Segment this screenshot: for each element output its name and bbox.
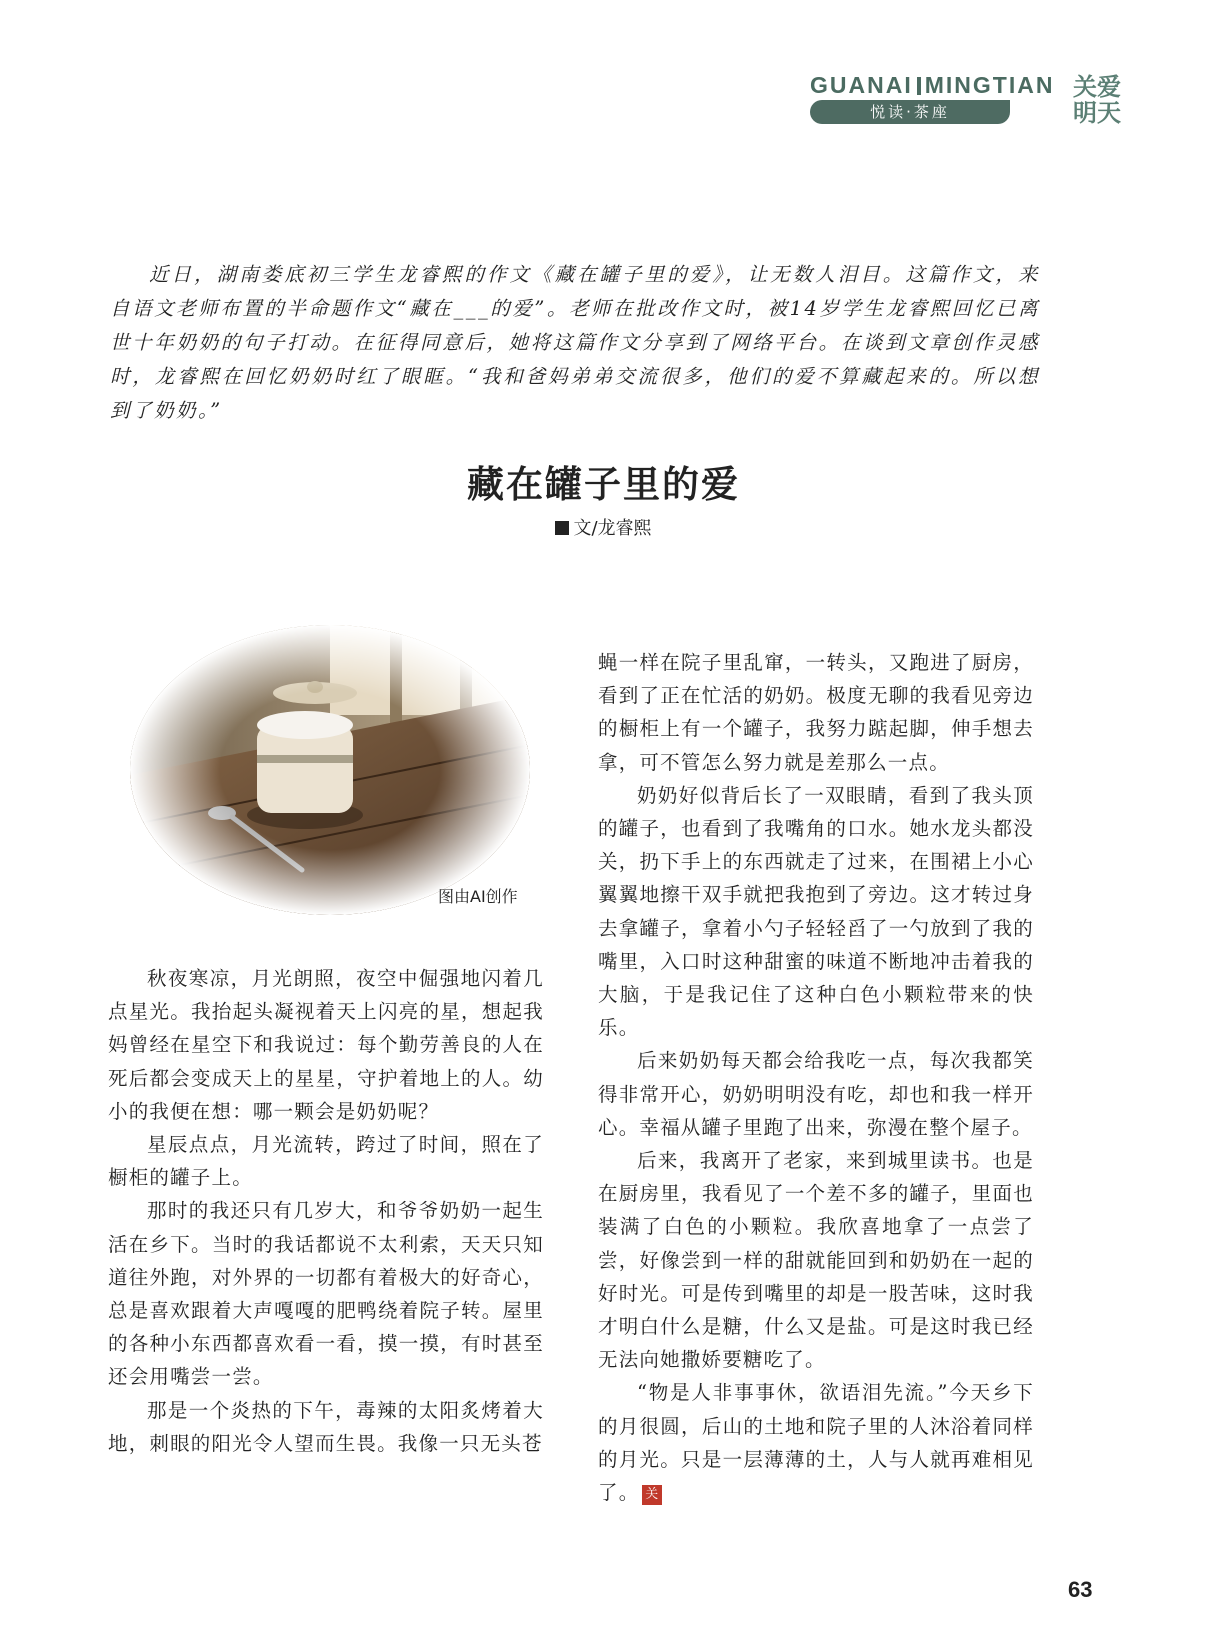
pinyin-left: GUANAI [810,72,913,98]
divider-bar [917,77,921,95]
editor-intro [110,258,1040,428]
body-paragraph: 星辰点点，月光流转，跨过了时间，照在了橱柜的罐子上。 [108,1133,544,1190]
intro-paragraph: 近日，湖南娄底初三学生龙睿熙的作文《藏在罐子里的爱》，让无数人泪目。这篇作文，来自语文老师布置的半命题作文“藏在___的爱”。老师在批改作文时，被14岁学生龙睿熙回忆已离世十年奶奶的句子打动。在征得同意后，她将这篇作文分享到了网络平台。在谈到文章创作灵感时，龙睿熙在回忆奶奶时红了眼眶。“我和爸妈弟弟交流很多，他们的爱不算藏起来的。所以想到了奶奶。” [110,263,1040,422]
article-column-left [108,962,544,1460]
body-paragraph: 后来，我离开了老家，来到城里读书。也是在厨房里，我看见了一个差不多的罐子，里面也装满了白色的小颗粒。我欣喜地拿了一点尝了尝，好像尝到一样的甜就能回到和奶奶在一起的好时光。可是传到嘴里的却是一股苦味，这时我才明白什么是糖，什么又是盐。可是这时我已经无法向她撒娇要糖吃了。 [598,1149,1034,1372]
body-paragraph-continued: 蝇一样在院子里乱窜，一转头，又跑进了厨房，看到了正在忙活的奶奶。极度无聊的我看见旁边的橱柜上有一个罐子，我努力踮起脚，伸手想去拿，可不管怎么努力就是差那么一点。 [598,651,1034,774]
magazine-header [810,72,1140,132]
image-caption: 图由AI创作 [438,887,518,906]
column-name-pinyin [810,72,1054,99]
end-mark-icon: 关 [642,1485,662,1505]
closing-paragraph [598,1376,1034,1509]
section-badge: 悦读·茶座 [810,100,1010,124]
body-paragraph: 那时的我还只有几岁大，和爷爷奶奶一起生活在乡下。当时的我话都说不太利索，天天只知道往外跑，对外界的一切都有着极大的好奇心，总是喜欢跟着大声嘎嘎的肥鸭绕着院子转。屋里的各种小东西都喜欢看一看，摸一摸，有时甚至还会用嘴尝一尝。 [108,1199,544,1389]
article-title: 藏在罐子里的爱 [467,462,740,506]
pinyin-right: MINGTIAN [924,72,1055,98]
logo-line-2: 明天 [1073,99,1121,127]
column-logo [1073,74,1133,126]
closing-text: “物是人非事事休，欲语泪先流。”今天乡下的月很圆，后山的土地和院子里的人沐浴着同样的月光。只是一层薄薄的土，人与人就再难相见了。 [598,1381,1034,1505]
body-paragraph: 秋夜寒凉，月光朗照，夜空中倔强地闪着几点星光。我抬起头凝视着天上闪亮的星，想起我妈曾经在星空下和我说过：每个勤劳善良的人在死后都会变成天上的星星，守护着地上的人。幼小的我便在想：哪一颗会是奶奶呢？ [108,967,544,1123]
byline-square-icon [555,521,569,535]
page-number: 63 [1068,1577,1093,1602]
body-paragraph: 那是一个炎热的下午，毒辣的太阳炙烤着大地，刺眼的阳光令人望而生畏。我像一只无头苍 [108,1398,544,1455]
body-paragraph: 奶奶好似背后长了一双眼睛，看到了我头顶的罐子，也看到了我嘴角的口水。她水龙头都没关，扔下手上的东西就走了过来，在围裙上小心翼翼地擦干双手就把我抱到了旁边。这才转过身去拿罐子，拿着小勺子轻轻舀了一勺放到了我的嘴里，入口时这种甜蜜的味道不断地冲击着我的大脑，于是我记住了这种白色小颗粒带来的快乐。 [598,783,1034,1040]
sugar-jar-illustration [130,625,530,915]
article-column-right [598,646,1034,1509]
logo-line-1: 关爱 [1073,73,1121,101]
article-byline [0,514,1207,540]
body-paragraph: 后来奶奶每天都会给我吃一点，每次我都笑得非常开心，奶奶明明没有吃，却也和我一样开心。幸福从罐子里跑了出来，弥漫在整个屋子。 [598,1049,1034,1139]
byline-text: 文/龙睿熙 [573,518,652,539]
